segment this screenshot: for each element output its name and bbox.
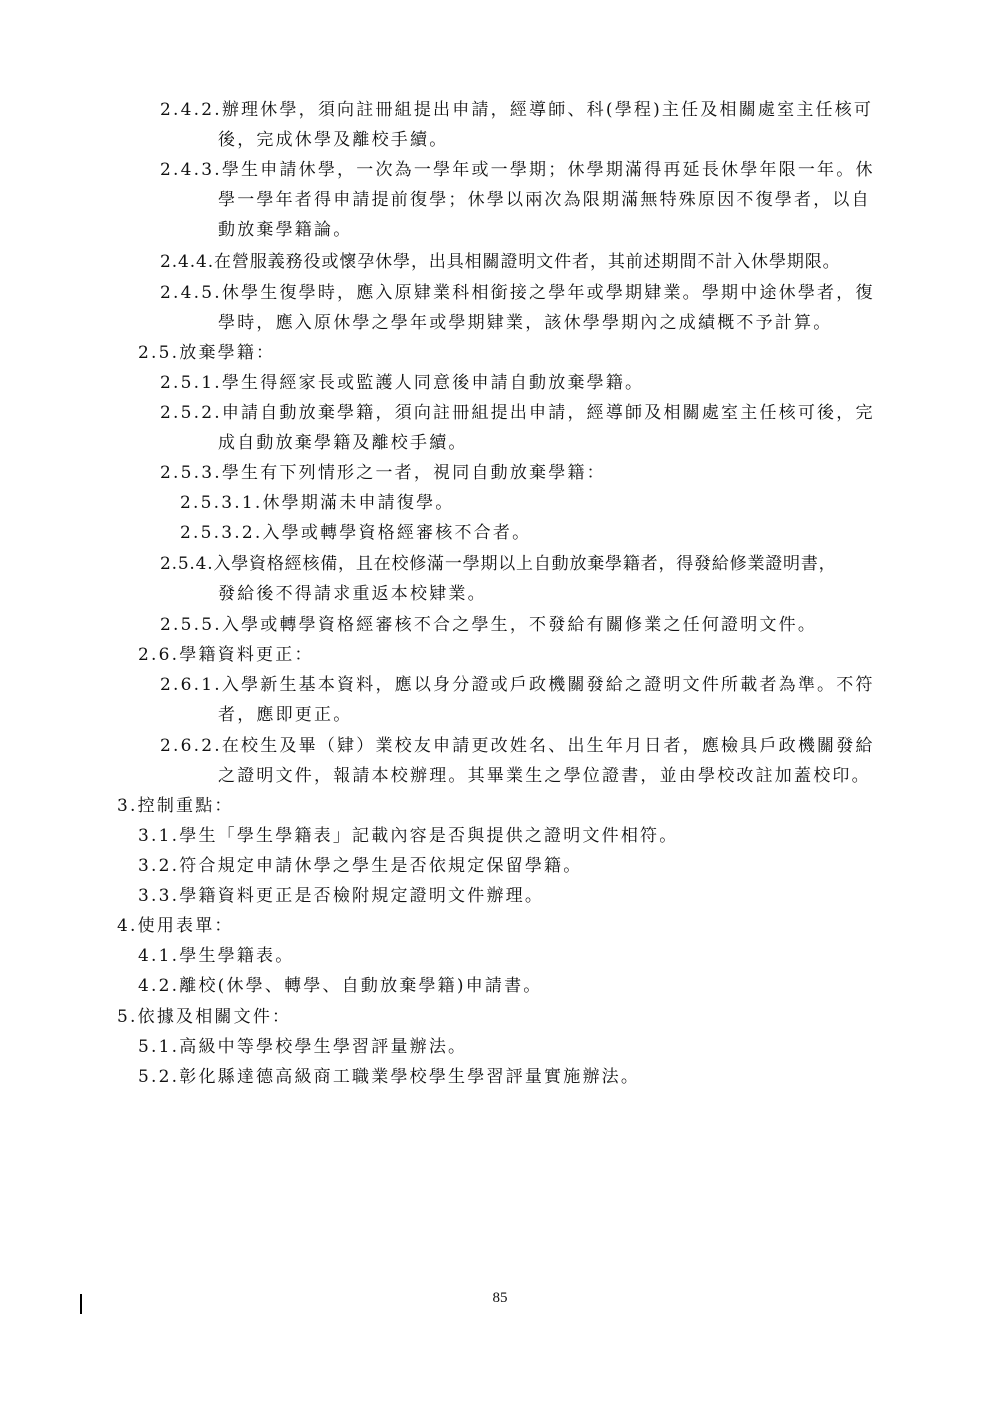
clause-2-6-2: 2.6.2.在校生及畢（肄）業校友申請更改姓名、出生年月日者，應檢具戶政機關發給 bbox=[160, 736, 875, 756]
clause-5-1: 5.1.高級中等學校學生學習評量辦法。 bbox=[138, 1037, 468, 1057]
clause-2-5-3-1: 2.5.3.1.休學期滿未申請復學。 bbox=[180, 493, 455, 513]
clause-2-4-2-continuation: 後，完成休學及離校手續。 bbox=[218, 130, 449, 150]
clause-3-1: 3.1.學生「學生學籍表」記載內容是否與提供之證明文件相符。 bbox=[138, 826, 679, 846]
section-4-heading: 4.使用表單： bbox=[117, 916, 234, 936]
clause-2-6-1-continuation: 者，應即更正。 bbox=[218, 705, 353, 725]
clause-2-5-1: 2.5.1.學生得經家長或監護人同意後申請自動放棄學籍。 bbox=[160, 373, 645, 393]
clause-2-4-5-continuation: 學時，應入原休學之學年或學期肄業，該休學學期內之成績概不予計算。 bbox=[218, 313, 833, 333]
clause-2-4-2: 2.4.2.辦理休學，須向註冊組提出申請，經導師、科(學程)主任及相關處室主任核可 bbox=[160, 100, 874, 120]
clause-2-4-3-continuation: 學一學年者得申請提前復學；休學以兩次為限期滿無特殊原因不復學者，以自 bbox=[218, 190, 871, 210]
clause-2-5-3: 2.5.3.學生有下列情形之一者，視同自動放棄學籍： bbox=[160, 463, 606, 483]
clause-2-4-3: 2.4.3.學生申請休學，一次為一學年或一學期；休學期滿得再延長休學年限一年。休 bbox=[160, 160, 875, 180]
clause-2-5-3-2: 2.5.3.2.入學或轉學資格經審核不合者。 bbox=[180, 523, 532, 543]
clause-4-1: 4.1.學生學籍表。 bbox=[138, 946, 295, 966]
section-2-6-heading: 2.6.學籍資料更正： bbox=[138, 645, 314, 665]
clause-5-2: 5.2.彰化縣達德高級商工職業學校學生學習評量實施辦法。 bbox=[138, 1067, 641, 1087]
clause-2-6-1: 2.6.1.入學新生基本資料，應以身分證或戶政機關發給之證明文件所載者為準。不符 bbox=[160, 675, 875, 695]
clause-2-5-4: 2.5.4.入學資格經核備，且在校修滿一學期以上自動放棄學籍者，得發給修業證明書， bbox=[160, 554, 837, 574]
clause-2-5-4-continuation: 發給後不得請求重返本校肄業。 bbox=[218, 584, 487, 604]
clause-2-4-5: 2.4.5.休學生復學時，應入原肄業科相銜接之學年或學期肄業。學期中途休學者，復 bbox=[160, 283, 875, 303]
clause-2-4-3-continuation-2: 動放棄學籍論。 bbox=[218, 220, 353, 240]
clause-2-6-2-continuation: 之證明文件，報請本校辦理。其畢業生之學位證書，並由學校改註加蓋校印。 bbox=[218, 766, 871, 786]
clause-2-5-5: 2.5.5.入學或轉學資格經審核不合之學生，不發給有關修業之任何證明文件。 bbox=[160, 615, 818, 635]
section-3-heading: 3.控制重點： bbox=[117, 796, 234, 816]
clause-2-5-2: 2.5.2.申請自動放棄學籍，須向註冊組提出申請，經導師及相關處室主任核可後，完 bbox=[160, 403, 875, 423]
section-2-5-heading: 2.5.放棄學籍： bbox=[138, 343, 276, 363]
clause-3-2: 3.2.符合規定申請休學之學生是否依規定保留學籍。 bbox=[138, 856, 583, 876]
clause-2-5-2-continuation: 成自動放棄學籍及離校手續。 bbox=[218, 433, 468, 453]
clause-3-3: 3.3.學籍資料更正是否檢附規定證明文件辦理。 bbox=[138, 886, 545, 906]
clause-4-2: 4.2.離校(休學、轉學、自動放棄學籍)申請書。 bbox=[138, 976, 543, 996]
clause-2-4-4: 2.4.4.在營服義務役或懷孕休學，出具相關證明文件者，其前述期間不計入休學期限。 bbox=[160, 252, 841, 272]
page-number: 85 bbox=[492, 1290, 508, 1306]
section-5-heading: 5.依據及相關文件： bbox=[117, 1007, 292, 1027]
